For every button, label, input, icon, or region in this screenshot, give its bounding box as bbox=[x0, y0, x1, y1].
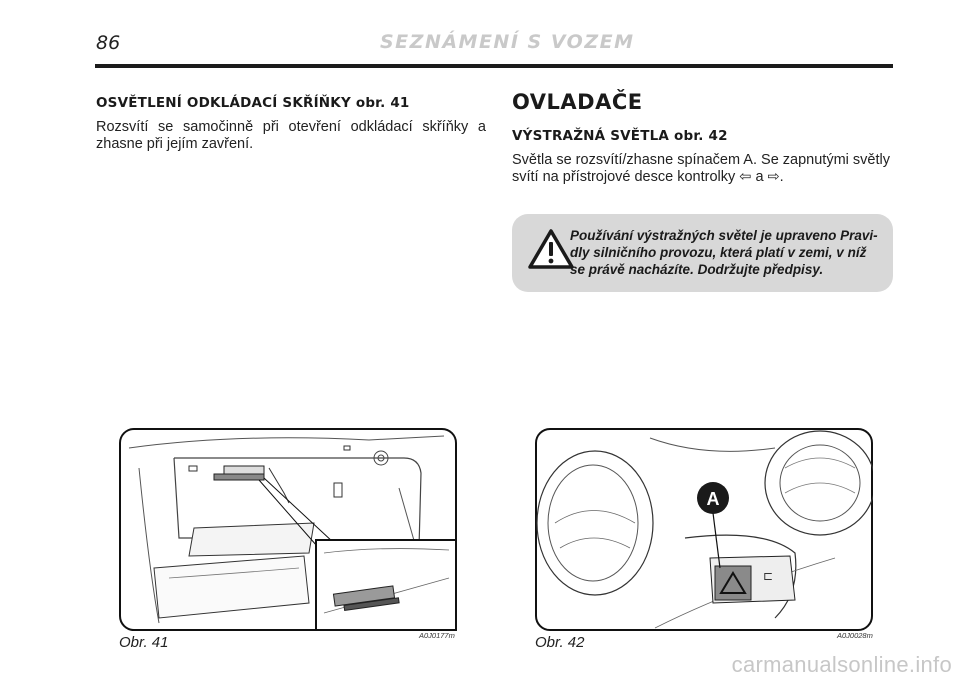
svg-text:⊏: ⊏ bbox=[763, 569, 774, 583]
hazard-switch-illustration bbox=[535, 428, 873, 631]
figure-42-hazard-switch-illustration bbox=[535, 428, 873, 631]
figure-41-label: Obr. 41 bbox=[119, 634, 169, 651]
controls-heading: OVLADAČE bbox=[512, 90, 643, 114]
figure-41-glovebox-illustration bbox=[119, 428, 457, 631]
warning-triangle-icon bbox=[528, 228, 574, 270]
glovebox-illustration bbox=[119, 428, 457, 631]
right-column bbox=[512, 90, 897, 186]
figure-42-code: A0J0028m bbox=[837, 631, 873, 640]
figure-41-code: A0J0177m bbox=[419, 631, 455, 640]
glovebox-light-subheading: OSVĚTLENÍ ODKLÁDACÍ SKŘÍŇKY obr. 41 bbox=[96, 95, 410, 111]
hazard-lights-paragraph: Světla se rozsvítí/zhasne spínačem A. Se zapnutými světly svítí na přístrojové desce kontrolky ⇦ a ⇨. bbox=[512, 152, 890, 185]
callout-a-label: A bbox=[706, 489, 720, 509]
glovebox-light-paragraph: Rozsvítí se samočinně při otevření odkládací skříňky a zhasne při jejím zavření. bbox=[96, 119, 486, 152]
watermark: carmanualsonline.info bbox=[731, 652, 952, 677]
warning-box bbox=[512, 214, 893, 292]
left-column bbox=[96, 95, 486, 153]
header-rule bbox=[95, 64, 893, 68]
figure-42-label: Obr. 42 bbox=[535, 634, 585, 651]
warning-text: Používání výstražných světel je upraveno Pravi-dly silničního provozu, která platí v zemi, v níž se právě nacházíte. Dodržujte předpisy. bbox=[570, 228, 878, 277]
hazard-lights-subheading: VÝSTRAŽNÁ SVĚTLA obr. 42 bbox=[512, 128, 728, 144]
section-title: SEZNÁMENÍ S VOZEM bbox=[380, 31, 635, 53]
page-number: 86 bbox=[96, 32, 121, 54]
